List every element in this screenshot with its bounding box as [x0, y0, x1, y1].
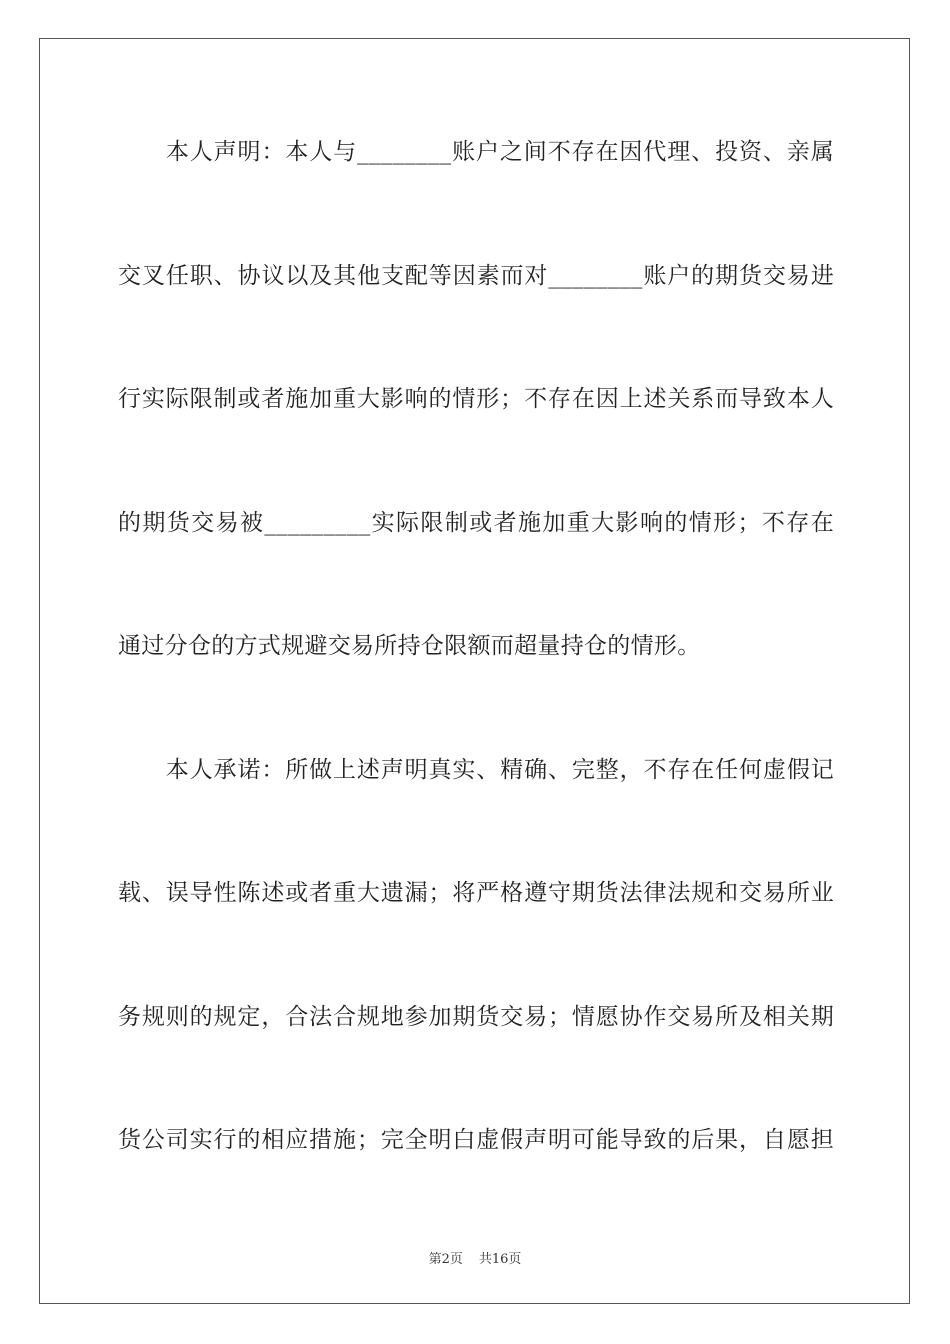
paragraph-line: 务规则的规定，合法合规地参加期货交易；情愿协作交易所及相关期 — [118, 1003, 834, 1030]
paragraph-line: 行实际限制或者施加重大影响的情形；不存在因上述关系而导致本人 — [118, 386, 834, 412]
paragraph-line: 货公司实行的相应措施；完全明白虚假声明可能导致的后果，自愿担 — [118, 1127, 834, 1153]
paragraph-line: 载、误导性陈述或者重大遗漏；将严格遵守期货法律法规和交易所业 — [118, 880, 834, 906]
paragraph-line: 通过分仓的方式规避交易所持仓限额而超量持仓的情形。 — [118, 633, 701, 659]
paragraph-line: 交叉任职、协议以及其他支配等因素而对________账户的期货交易进 — [118, 262, 834, 289]
page-footer — [0, 1248, 950, 1267]
paragraph-line: 的期货交易被_________实际限制或者施加重大影响的情形；不存在 — [118, 509, 834, 536]
document-body — [118, 124, 834, 1236]
page-number: 第2页 — [428, 1252, 463, 1267]
paragraph-line: 本人声明：本人与________账户之间不存在因代理、投资、亲属 — [118, 139, 834, 165]
paragraph-line: 本人承诺：所做上述声明真实、精确、完整，不存在任何虚假记 — [118, 756, 834, 783]
page-total: 共16页 — [478, 1252, 522, 1267]
